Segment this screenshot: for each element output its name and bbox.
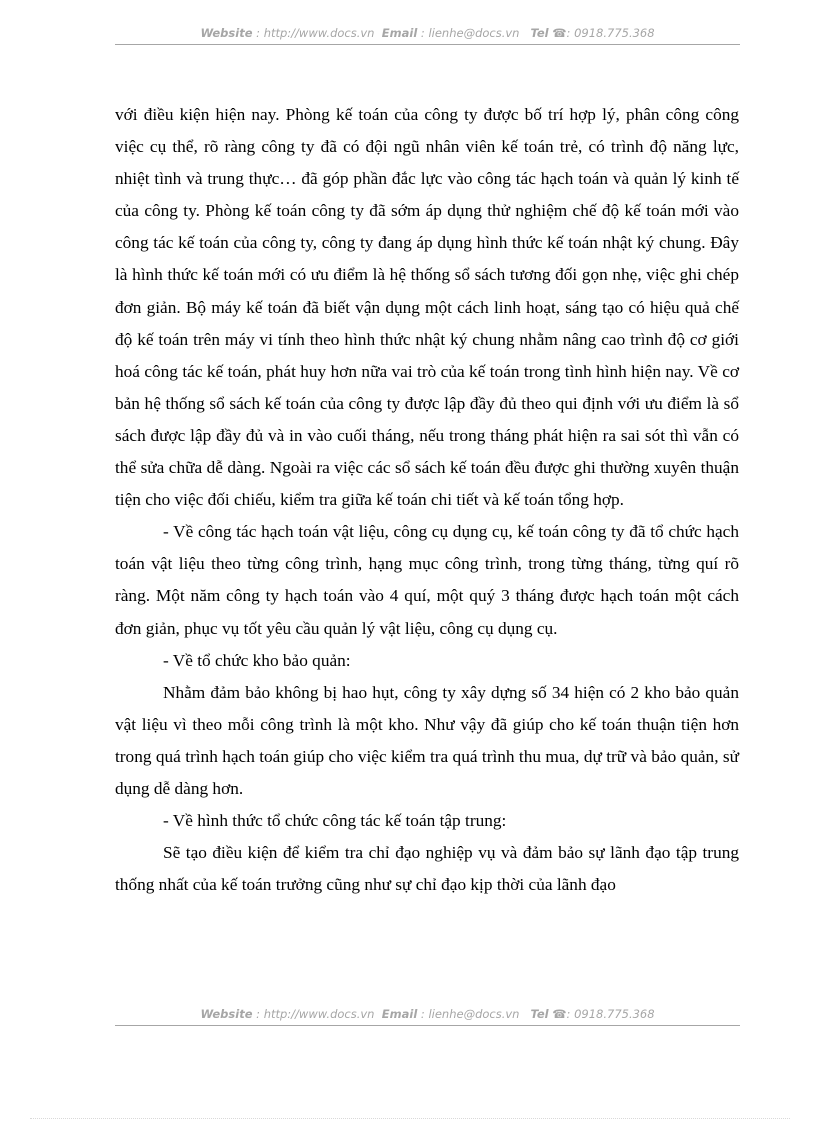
website-label: Website xyxy=(200,26,253,40)
tel-value: : 0918.775.368 xyxy=(566,26,655,40)
email-label: Email xyxy=(381,26,418,40)
document-body xyxy=(115,99,739,901)
phone-icon: ☎ xyxy=(552,26,567,40)
paragraph-1: với điều kiện hiện nay. Phòng kế toán của công ty được bố trí hợp lý, phân công công việc cụ thể, rõ ràng công ty đã có đội ngũ nhân viên kế toán trẻ, có trình độ năng lực, nhiệt tình và trung thực… đã góp phần đắc lực vào công tác hạch toán và quản lý kinh tế của công ty. Phòng kế toán công ty đã sớm áp dụng thử nghiệm chế độ kế toán mới vào công tác kế toán của công ty, công ty đang áp dụng hình thức kế toán nhật ký chung. Đây là hình thức kế toán mới có ưu điểm là hệ thống sổ sách tương đối gọn nhẹ, việc ghi chép đơn giản. Bộ máy kế toán đã biết vận dụng một cách linh hoạt, sáng tạo có hiệu quả chế độ kế toán trên máy vi tính theo hình thức nhật ký chung nhằm nâng cao trình độ cơ giới hoá công tác kế toán, phát huy hơn nữa vai trò của kế toán trong tình hình hiện nay. Về cơ bản hệ thống sổ sách kế toán của công ty được lập đầy đủ theo qui định với ưu điểm là sổ sách được lập đầy đủ và in vào cuối tháng, nếu trong tháng phát hiện ra sai sót thì vẫn có thể sửa chữa dễ dàng. Ngoài ra việc các sổ sách kế toán đều được ghi thường xuyên thuận tiện cho việc đối chiếu, kiểm tra giữa kế toán chi tiết và kế toán tổng hợp. xyxy=(115,105,739,510)
email-value: : lienhe@docs.vn xyxy=(420,1007,520,1021)
page-header xyxy=(115,26,740,40)
footer-divider xyxy=(115,1025,740,1026)
paragraph-6: Sẽ tạo điều kiện để kiểm tra chỉ đạo nghiệp vụ và đảm bảo sự lãnh đạo tập trung thống nhất của kế toán trưởng cũng như sự chỉ đạo kịp thời của lãnh đạo xyxy=(115,843,739,895)
phone-icon: ☎ xyxy=(552,1007,567,1021)
website-value: : http://www.docs.vn xyxy=(256,26,375,40)
paragraph-4: Nhằm đảm bảo không bị hao hụt, công ty xây dựng số 34 hiện có 2 kho bảo quản vật liệu vì theo mỗi công trình là một kho. Như vậy đã giúp cho kế toán thuận tiện hơn trong quá trình hạch toán giúp cho việc kiểm tra quá trình thu mua, dự trữ và bảo quản, sử dụng dễ dàng hơn. xyxy=(115,682,739,798)
header-divider xyxy=(115,44,740,45)
email-label: Email xyxy=(381,1007,418,1021)
paragraph-2: - Về công tác hạch toán vật liệu, công cụ dụng cụ, kế toán công ty đã tổ chức hạch toán vật liệu theo từng công trình, hạng mục công trình, trong từng tháng, từng quí rõ ràng. Một năm công ty hạch toán vào 4 quí, một quý 3 tháng được hạch toán một cách đơn giản, phục vụ tốt yêu cầu quản lý vật liệu, công cụ dụng cụ. xyxy=(115,522,739,638)
website-value: : http://www.docs.vn xyxy=(256,1007,375,1021)
paragraph-3: - Về tổ chức kho bảo quản: xyxy=(163,650,351,670)
page-bottom-dotted-rule xyxy=(30,1118,790,1119)
tel-label: Tel xyxy=(530,1007,549,1021)
tel-value: : 0918.775.368 xyxy=(566,1007,655,1021)
website-label: Website xyxy=(200,1007,253,1021)
page-footer xyxy=(115,1007,740,1021)
paragraph-5: - Về hình thức tổ chức công tác kế toán tập trung: xyxy=(163,811,507,831)
tel-label: Tel xyxy=(530,26,549,40)
email-value: : lienhe@docs.vn xyxy=(420,26,520,40)
